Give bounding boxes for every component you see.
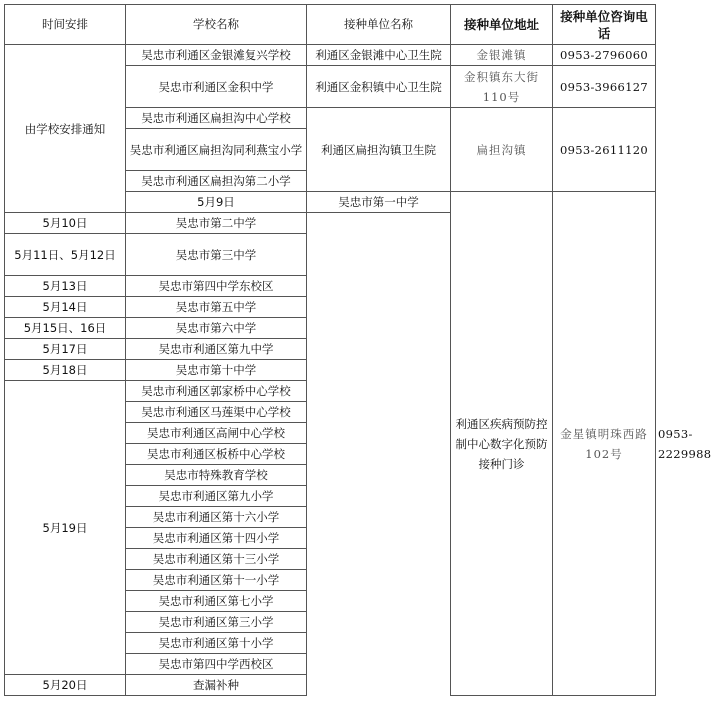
time-cell: 5月11日、5月12日 <box>5 234 126 276</box>
school-cell: 吴忠市利通区第九中学 <box>126 339 307 360</box>
address-cell: 金积镇东大街110号 <box>451 66 553 108</box>
vaccination-schedule-table <box>4 4 711 696</box>
school-cell: 吴忠市利通区扁担沟中心学校 <box>126 108 307 129</box>
school-cell: 吴忠市利通区扁担沟同利燕宝小学 <box>126 129 307 171</box>
table-row: 5月9日 吴忠市第一中学 利通区疾病预防控制中心数字化预防接种门诊 金星镇明珠西路102号 0953-2229988 <box>5 192 656 213</box>
address-cell: 金星镇明珠西路102号 <box>553 192 656 696</box>
address-cell: 金银滩镇 <box>451 45 553 66</box>
table-row <box>5 45 656 66</box>
phone-cell: 0953-3966127 <box>553 66 656 108</box>
school-cell: 吴忠市第四中学西校区 <box>126 654 307 675</box>
school-cell: 吴忠市特殊教育学校 <box>126 465 307 486</box>
header-address: 接种单位地址 <box>451 5 553 45</box>
phone-cell: 0953-2796060 <box>553 45 656 66</box>
school-cell: 吴忠市利通区第十一小学 <box>126 570 307 591</box>
school-cell: 吴忠市第六中学 <box>126 318 307 339</box>
unit-cell: 利通区金积镇中心卫生院 <box>307 66 451 108</box>
address-cell: 扁担沟镇 <box>451 108 553 192</box>
school-cell: 吴忠市利通区金银滩复兴学校 <box>126 45 307 66</box>
header-phone: 接种单位咨询电话 <box>553 5 656 45</box>
school-cell: 吴忠市利通区扁担沟第二小学 <box>126 171 307 192</box>
school-cell: 吴忠市第二中学 <box>126 213 307 234</box>
unit-cell: 利通区金银滩中心卫生院 <box>307 45 451 66</box>
time-cell: 5月9日 <box>126 192 307 213</box>
school-cell: 吴忠市利通区第九小学 <box>126 486 307 507</box>
time-cell: 5月15日、16日 <box>5 318 126 339</box>
school-cell: 吴忠市第五中学 <box>126 297 307 318</box>
school-cell: 吴忠市利通区板桥中心学校 <box>126 444 307 465</box>
time-cell: 5月19日 <box>5 381 126 675</box>
school-cell: 吴忠市利通区马莲渠中心学校 <box>126 402 307 423</box>
phone-cell: 0953-2611120 <box>553 108 656 192</box>
header-row <box>5 5 656 45</box>
school-cell: 吴忠市第一中学 <box>307 192 451 213</box>
unit-cell: 利通区扁担沟镇卫生院 <box>307 108 451 192</box>
school-cell: 吴忠市利通区高闸中心学校 <box>126 423 307 444</box>
time-cell: 5月14日 <box>5 297 126 318</box>
time-cell: 5月20日 <box>5 675 126 696</box>
school-cell: 吴忠市利通区第十六小学 <box>126 507 307 528</box>
time-cell: 5月13日 <box>5 276 126 297</box>
school-cell: 吴忠市利通区第七小学 <box>126 591 307 612</box>
school-cell: 吴忠市利通区第十四小学 <box>126 528 307 549</box>
header-school: 学校名称 <box>126 5 307 45</box>
school-cell: 吴忠市利通区第三小学 <box>126 612 307 633</box>
header-unit: 接种单位名称 <box>307 5 451 45</box>
school-cell: 吴忠市第三中学 <box>126 234 307 276</box>
school-cell: 吴忠市利通区金积中学 <box>126 66 307 108</box>
school-cell: 吴忠市利通区第十三小学 <box>126 549 307 570</box>
header-time: 时间安排 <box>5 5 126 45</box>
school-cell: 吴忠市利通区第十小学 <box>126 633 307 654</box>
time-cell: 5月17日 <box>5 339 126 360</box>
school-cell: 吴忠市第十中学 <box>126 360 307 381</box>
time-cell: 由学校安排通知 <box>5 45 126 213</box>
time-cell: 5月18日 <box>5 360 126 381</box>
time-cell: 5月10日 <box>5 213 126 234</box>
school-cell: 吴忠市第四中学东校区 <box>126 276 307 297</box>
school-cell: 查漏补种 <box>126 675 307 696</box>
school-cell: 吴忠市利通区郭家桥中心学校 <box>126 381 307 402</box>
unit-cell: 利通区疾病预防控制中心数字化预防接种门诊 <box>451 192 553 696</box>
